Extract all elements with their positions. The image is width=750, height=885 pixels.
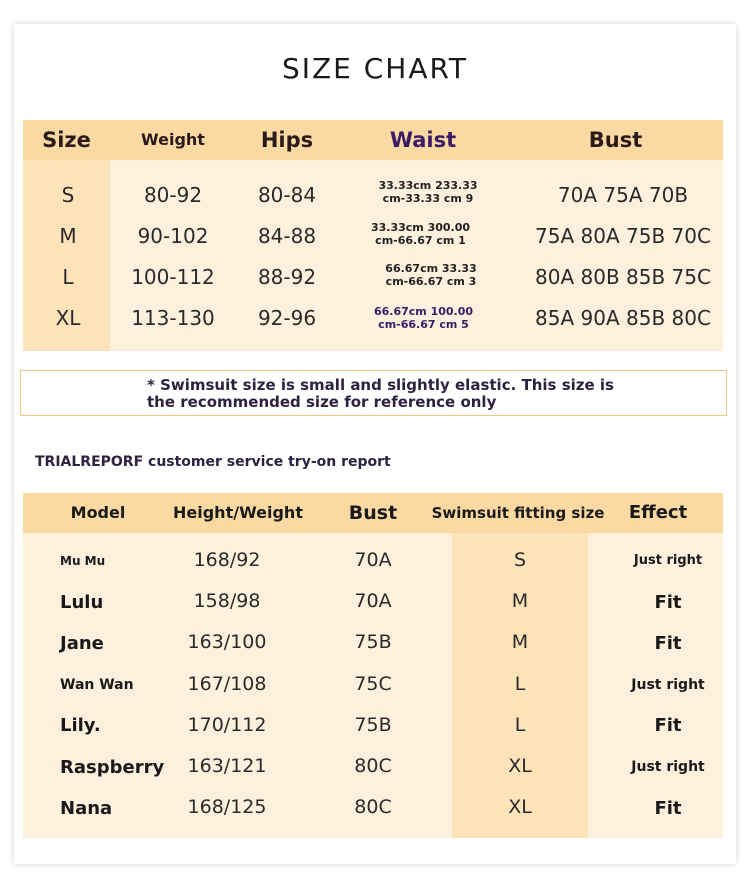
effect-cell: Just right: [633, 553, 703, 568]
note-line-1: * Swimsuit size is small and slightly elastic. This size is: [147, 376, 614, 394]
model-name: Lily.: [60, 715, 101, 736]
effect-cell: Fit: [654, 715, 682, 736]
height-weight-cell: 170/112: [187, 714, 267, 736]
height-weight-cell: 158/98: [193, 590, 261, 612]
tryon-report-label: TRIALREPORF customer service try-on report: [35, 454, 391, 470]
waist-line: 33.33cm 233.33: [378, 179, 478, 192]
fitting-size-cell: XL: [508, 796, 532, 818]
weight-cell: 80-92: [143, 183, 203, 207]
effect-cell: Just right: [631, 677, 705, 693]
header-model: Model: [70, 503, 126, 522]
model-name: Mu Mu: [60, 554, 106, 568]
effect-cell: Fit: [654, 798, 682, 819]
model-name: Wan Wan: [60, 677, 134, 693]
bust-cell: 80C: [354, 755, 392, 777]
height-weight-cell: 163/121: [187, 755, 267, 777]
waist-line: cm-66.67 cm 5: [378, 318, 469, 331]
size-note-box: [20, 370, 727, 416]
fitting-size-cell: M: [511, 631, 529, 653]
weight-cell: 90-102: [137, 224, 209, 248]
bust-cell: 75A 80A 75B 70C: [535, 224, 711, 248]
header-effect: Effect: [628, 502, 688, 523]
header-fitting-size: Swimsuit fitting size: [431, 504, 605, 522]
bust-cell: 80C: [354, 796, 392, 818]
header-bust: Bust: [588, 128, 643, 152]
size-cell: S: [61, 183, 75, 207]
fitting-size-cell: L: [514, 673, 526, 695]
size-chart-table: [23, 120, 723, 351]
size-cell: L: [62, 265, 74, 289]
hips-cell: 88-92: [257, 265, 317, 289]
header-weight: Weight: [141, 130, 205, 149]
hips-cell: 80-84: [257, 183, 317, 207]
fitting-size-cell: M: [511, 590, 529, 612]
model-name: Jane: [60, 633, 104, 654]
weight-cell: 100-112: [131, 265, 215, 289]
tryon-table: [23, 493, 723, 838]
hips-cell: 84-88: [257, 224, 317, 248]
waist-cell: [343, 221, 498, 247]
waist-line: cm-33.33 cm 9: [382, 192, 474, 205]
header-bust: Bust: [348, 502, 398, 524]
height-weight-cell: 163/100: [187, 631, 267, 653]
effect-cell: Just right: [631, 759, 705, 775]
waist-cell: [356, 262, 506, 288]
note-line-2: the recommended size for reference only: [147, 393, 497, 411]
effect-cell: Fit: [654, 592, 682, 613]
model-name: Lulu: [60, 592, 104, 613]
model-name: Raspberry: [60, 757, 165, 778]
bust-cell: 80A 80B 85B 75C: [535, 265, 711, 289]
fitting-size-cell: L: [514, 714, 526, 736]
waist-line: cm-66.67 cm 1: [375, 234, 466, 247]
waist-line: cm-66.67 cm 3: [385, 275, 477, 288]
header-height-weight: Height/Weight: [173, 503, 303, 522]
fitting-size-cell: S: [513, 549, 527, 571]
bust-cell: 75B: [354, 714, 392, 736]
bust-cell: 70A: [354, 590, 392, 612]
header-size: Size: [42, 128, 91, 152]
page-title: SIZE CHART: [281, 52, 469, 85]
size-cell: XL: [55, 306, 81, 330]
waist-line: 66.67cm 33.33: [385, 262, 477, 275]
waist-line: 33.33cm 300.00: [370, 221, 471, 234]
bust-cell: 75C: [354, 673, 392, 695]
bust-cell: 85A 90A 85B 80C: [535, 306, 711, 330]
fitting-size-cell: XL: [508, 755, 532, 777]
waist-cell: [353, 179, 503, 205]
hips-cell: 92-96: [257, 306, 317, 330]
weight-cell: 113-130: [131, 306, 215, 330]
model-name: Nana: [60, 798, 113, 819]
size-note-text: [147, 377, 647, 411]
height-weight-cell: 168/125: [187, 796, 267, 818]
size-cell: M: [59, 224, 77, 248]
waist-line: 66.67cm 100.00: [373, 305, 474, 318]
height-weight-cell: 168/92: [193, 549, 261, 571]
bust-cell: 75B: [354, 631, 392, 653]
bust-cell: 70A: [354, 549, 392, 571]
header-hips: Hips: [260, 128, 314, 152]
bust-cell: 70A 75A 70B: [557, 183, 689, 207]
waist-cell: [346, 305, 501, 331]
height-weight-cell: 167/108: [187, 673, 267, 695]
header-waist: Waist: [389, 128, 457, 152]
effect-cell: Fit: [654, 633, 682, 654]
